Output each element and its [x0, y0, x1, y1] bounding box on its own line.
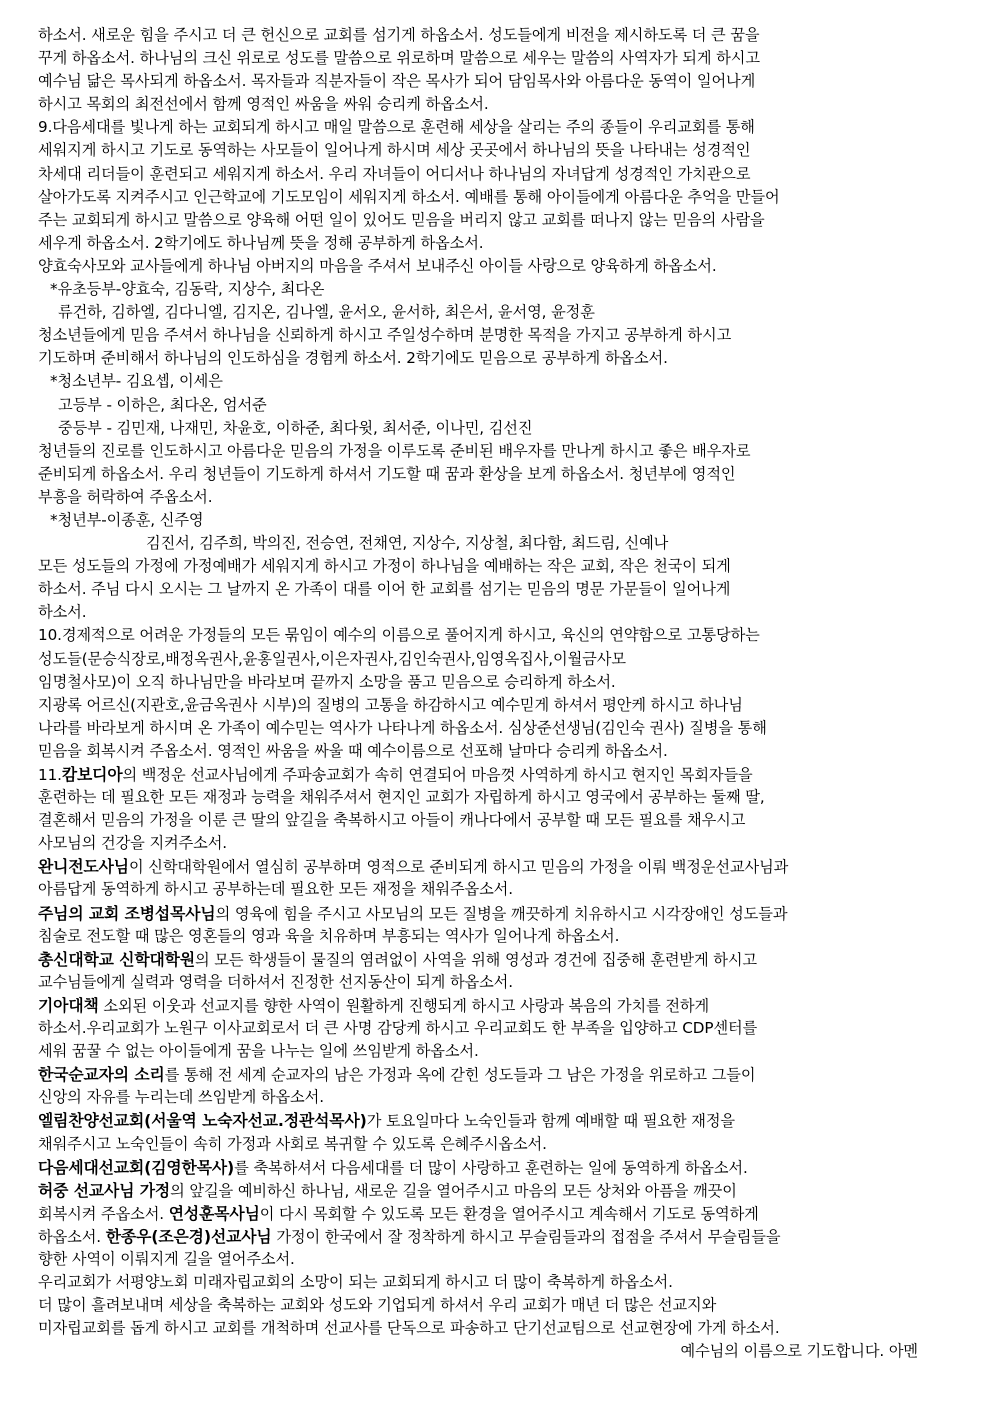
text-segment: 살아가도록 지켜주시고 인근학교에 기도모임이 세워지게 하소서. 예배를 통해 아이들에게 아름다운 추억을 만들어	[38, 187, 780, 206]
text-segment: 하소서. 주님 다시 오시는 그 날까지 온 가족이 대를 이어 한 교회를 섬기는 믿음의 명문 가문들이 일어나게	[38, 580, 731, 599]
text-line	[38, 786, 954, 809]
text-segment: 11.	[38, 766, 62, 784]
text-line	[38, 740, 954, 763]
text-line	[38, 463, 954, 486]
text-line	[38, 278, 954, 301]
text-line	[38, 994, 954, 1017]
text-line	[38, 1202, 954, 1225]
text-segment: 모든 성도들의 가정에 가정예배가 세워지게 하시고 가정이 하나님을 예배하는 작은 교회, 작은 천국이 되게	[38, 557, 731, 576]
text-segment: 를 축복하셔서 다음세대를 더 많이 사랑하고 훈련하는 일에 동역하게 하옵소서.	[234, 1158, 748, 1177]
text-segment: 고등부 - 이하은, 최다온, 엄서준	[58, 395, 267, 414]
text-segment: 미자립교회를 돕게 하시고 교회를 개척하며 선교사를 단독으로 파송하고 단기선교팀으로 선교현장에 가게 하소서.	[38, 1319, 780, 1338]
text-line	[38, 139, 954, 162]
text-line	[38, 301, 954, 324]
text-segment: 믿음을 회복시켜 주옵소서. 영적인 싸움을 싸울 때 예수이름으로 선포해 날마다 승리케 하옵소서.	[38, 741, 668, 760]
text-line	[38, 209, 954, 232]
text-line	[38, 47, 954, 70]
text-segment: 임명철사모)이 오직 하나님만을 바라보며 끝까지 소망을 품고 믿음으로 승리하게 하소서.	[38, 672, 616, 691]
text-line	[38, 324, 954, 347]
text-line	[38, 832, 954, 855]
text-segment: 이 신학대학원에서 열심히 공부하며 영적으로 준비되게 하시고 믿음의 가정을 이뤄 백정운선교사님과	[128, 858, 789, 877]
text-segment: 회복시켜 주옵소서.	[38, 1204, 169, 1223]
bold-text-segment: 주님의 교회 조병섭목사님	[38, 903, 216, 923]
text-segment: 꾸게 하옵소서. 하나님의 크신 위로로 성도를 말씀으로 위로하며 말씀으로 세우는 말씀의 사역자가 되게 하시고	[38, 49, 760, 68]
text-segment: 의 모든 학생들이 물질의 염려없이 사역을 위해 영성과 경건에 집중해 훈련받게 하시고	[195, 950, 757, 969]
bold-text-segment: 한국순교자의 소리	[38, 1065, 165, 1085]
text-segment: 훈련하는 데 필요한 모든 재정과 능력을 채워주셔서 현지인 교회가 자립하게 하시고 영국에서 공부하는 둘째 딸,	[38, 788, 765, 807]
text-line	[38, 24, 954, 47]
text-line	[38, 1156, 954, 1179]
text-line	[38, 1225, 954, 1248]
text-line	[38, 1248, 954, 1271]
text-segment: 하소서. 새로운 힘을 주시고 더 큰 헌신으로 교회를 섬기게 하옵소서. 성도들에게 비전을 제시하도록 더 큰 꿈을	[38, 26, 760, 44]
text-line	[38, 1179, 954, 1202]
text-line	[38, 1271, 954, 1294]
text-line	[38, 1063, 954, 1086]
text-line	[38, 486, 954, 509]
text-line	[38, 1017, 954, 1040]
text-line	[38, 1294, 954, 1317]
text-line	[38, 763, 954, 786]
text-segment: 가 토요일마다 노숙인들과 함께 예배할 때 필요한 재정을	[366, 1112, 735, 1131]
text-segment: 류건하, 김하엘, 김다니엘, 김지온, 김나엘, 윤서오, 윤서하, 최은서, 윤서영, 윤정훈	[58, 303, 595, 322]
text-line	[38, 186, 954, 209]
text-line	[38, 555, 954, 578]
text-line	[38, 902, 954, 925]
text-line	[38, 671, 954, 694]
text-segment: 더 많이 흘려보내며 세상을 축복하는 교회와 성도와 기업되게 하셔서 우리 교회가 매년 더 많은 선교지와	[38, 1296, 717, 1315]
text-line	[38, 1317, 954, 1340]
text-segment: 하시고 목회의 최전선에서 함께 영적인 싸움을 싸워 승리케 하옵소서.	[38, 95, 489, 114]
text-line	[38, 1133, 954, 1156]
text-line	[38, 925, 954, 948]
text-segment: 우리교회가 서평양노회 미래자립교회의 소망이 되는 교회되게 하시고 더 많이 축복하게 하옵소서.	[38, 1273, 673, 1292]
text-segment: 나라를 바라보게 하시며 온 가족이 예수믿는 역사가 나타나게 하옵소서. 심상준선생님(김인숙 권사) 질병을 통해	[38, 718, 767, 737]
bold-text-segment: 한종우(조은경)선교사님	[105, 1226, 272, 1246]
text-line	[38, 509, 954, 532]
text-segment: 준비되게 하옵소서. 우리 청년들이 기도하게 하셔서 기도할 때 꿈과 환상을 보게 하옵소서. 청년부에 영적인	[38, 464, 736, 483]
text-segment: *유초등부-양효숙, 김동락, 지상수, 최다온	[50, 280, 325, 299]
text-segment: 하옵소서.	[38, 1227, 106, 1246]
bold-text-segment: 기아대책	[38, 995, 99, 1015]
text-segment: 9.다음세대를 빛나게 하는 교회되게 하시고 매일 말씀으로 훈련해 세상을 살리는 주의 종들이 우리교회를 통해	[38, 118, 755, 137]
text-segment: 하소서.	[38, 603, 87, 622]
text-segment: 기도하며 준비해서 하나님의 인도하심을 경험케 하소서. 2학기에도 믿음으로 공부하게 하옵소서.	[38, 349, 668, 368]
text-segment: 김진서, 김주희, 박의진, 전승연, 전채연, 지상수, 지상철, 최다함, 최드림, 신예나	[146, 534, 669, 553]
text-segment: 향한 사역이 이뤄지게 길을 열어주소서.	[38, 1249, 295, 1268]
text-line	[38, 601, 954, 624]
bold-text-segment: 허중 선교사님 가정	[38, 1180, 171, 1200]
text-line	[38, 878, 954, 901]
text-line	[38, 1040, 954, 1063]
text-segment: 의 앞길을 예비하신 하나님, 새로운 길을 열어주시고 마음의 모든 상처와 아픔을 깨끗이	[170, 1181, 737, 1200]
text-line	[38, 648, 954, 671]
text-segment: 소외된 이웃과 선교지를 향한 사역이 원활하게 진행되게 하시고 사랑과 복음의 가치를 전하게	[98, 996, 710, 1015]
text-line	[38, 70, 954, 93]
bold-text-segment: 캄보디아	[61, 765, 123, 784]
bold-text-segment: 총신대학교 신학대학원	[38, 949, 195, 969]
text-segment: 청년들의 진로를 인도하시고 아름다운 믿음의 가정을 이루도록 준비된 배우자를 만나게 하시고 좋은 배우자로	[38, 441, 751, 460]
text-segment: 예수님 닮은 목사되게 하옵소서. 목자들과 직분자들이 작은 목사가 되어 담임목사와 아름다운 동역이 일어나게	[38, 72, 756, 91]
text-segment: 주는 교회되게 하시고 말씀으로 양육해 어떤 일이 있어도 믿음을 버리지 않고 교회를 떠나지 않는 믿음의 사람을	[38, 210, 765, 229]
text-line	[38, 1109, 954, 1132]
text-line	[38, 163, 954, 186]
text-line	[38, 116, 954, 139]
text-line	[38, 971, 954, 994]
text-segment: 의 백정운 선교사님에게 주파송교회가 속히 연결되어 마음껏 사역하게 하시고 현지인 목회자들을	[122, 766, 753, 784]
text-segment: 교수님들에게 실력과 영력을 더하셔서 진정한 선지동산이 되게 하옵소서.	[38, 972, 513, 991]
text-segment: 채워주시고 노숙인들이 속히 가정과 사회로 복귀할 수 있도록 은혜주시옵소서.	[38, 1134, 547, 1153]
text-line	[38, 717, 954, 740]
text-line	[38, 694, 954, 717]
text-segment: 10.경제적으로 어려운 가정들의 모든 묶임이 예수의 이름으로 풀어지게 하시고, 육신의 연약함으로 고통당하는	[38, 626, 760, 645]
text-segment: 부흥을 허락하여 주옵소서.	[38, 487, 213, 506]
text-segment: 지광록 어르신(지관호,윤금옥권사 시부)의 질병의 고통을 하감하시고 예수믿게 하셔서 평안케 하시고 하나님	[38, 695, 743, 714]
text-segment: 하소서.우리교회가 노원구 이사교회로서 더 큰 사명 감당케 하시고 우리교회도 한 부족을 입양하고 CDP센터를	[38, 1019, 758, 1038]
text-segment: 의 영육에 힘을 주시고 사모님의 모든 질병을 깨끗하게 치유하시고 시각장애인 성도들과	[215, 904, 788, 923]
text-line	[38, 578, 954, 601]
text-segment: 차세대 리더들이 훈련되고 세워지게 하소서. 우리 자녀들이 어디서나 하나님의 자녀답게 성경적인 가치관으로	[38, 164, 751, 183]
text-segment: *청년부-이종훈, 신주영	[50, 510, 204, 529]
text-line	[38, 417, 954, 440]
text-line	[38, 394, 954, 417]
text-line	[38, 809, 954, 832]
text-line	[38, 855, 954, 878]
text-line	[38, 440, 954, 463]
text-segment: 양효숙사모와 교사들에게 하나님 아버지의 마음을 주셔서 보내주신 아이들 사랑으로 양육하게 하옵소서.	[38, 256, 717, 275]
bold-text-segment: 연성훈목사님	[168, 1203, 260, 1223]
text-segment: 신앙의 자유를 누리는데 쓰임받게 하옵소서.	[38, 1088, 324, 1107]
text-line	[38, 532, 954, 555]
text-segment: 세우게 하옵소서. 2학기에도 하나님께 뜻을 정해 공부하게 하옵소서.	[38, 233, 484, 252]
text-line	[38, 624, 954, 647]
text-line	[38, 1340, 954, 1363]
bold-text-segment: 다음세대선교회(김영한목사)	[38, 1157, 235, 1177]
text-line	[38, 948, 954, 971]
text-line	[38, 93, 954, 116]
text-line	[38, 1086, 954, 1109]
text-segment: 세워 꿈꿀 수 없는 아이들에게 꿈을 나누는 일에 쓰임받게 하옵소서.	[38, 1042, 479, 1061]
text-segment: 이 다시 목회할 수 있도록 모든 환경을 열어주시고 계속해서 기도로 동역하게	[259, 1204, 759, 1223]
bold-text-segment: 엘림찬양선교회(서울역 노숙자선교.정관석목사)	[38, 1111, 367, 1131]
text-segment: 결혼해서 믿음의 가정을 이룬 큰 딸의 앞길을 축복하시고 아들이 캐나다에서 공부할 때 모든 필요를 채우시고	[38, 811, 746, 830]
text-line	[38, 232, 954, 255]
text-line	[38, 255, 954, 278]
text-segment: 성도들(문승식장로,배정옥권사,윤홍일권사,이은자권사,김인숙권사,임영옥집사,이월금사모	[38, 649, 626, 668]
text-segment: 사모님의 건강을 지켜주소서.	[38, 834, 228, 853]
text-line	[38, 347, 954, 370]
text-segment: 를 통해 전 세계 순교자의 남은 가정과 옥에 갇힌 성도들과 그 남은 가정을 위로하고 그들이	[164, 1066, 756, 1085]
bold-text-segment: 완니전도사님	[38, 857, 129, 877]
text-segment: 아름답게 동역하게 하시고 공부하는데 필요한 모든 재정을 채워주옵소서.	[38, 880, 513, 899]
text-segment: 침술로 전도할 때 많은 영혼들의 영과 육을 치유하며 부흥되는 역사가 일어나게 하옵소서.	[38, 926, 620, 945]
text-segment: 가정이 한국에서 잘 정착하게 하시고 무슬림들과의 접점을 주셔서 무슬림들을	[271, 1227, 781, 1246]
text-segment: *청소년부- 김요셉, 이세은	[50, 372, 223, 391]
text-segment: 중등부 - 김민재, 나재민, 차윤호, 이하준, 최다윗, 최서준, 이나민, 김선진	[58, 418, 533, 437]
text-segment: 세워지게 하시고 기도로 동역하는 사모들이 일어나게 하시며 세상 곳곳에서 하나님의 뜻을 나타내는 성경적인	[38, 141, 751, 160]
text-segment: 청소년들에게 믿음 주셔서 하나님을 신뢰하게 하시고 주일성수하며 분명한 목적을 가지고 공부하게 하시고	[38, 326, 732, 345]
text-line	[38, 370, 954, 393]
text-segment: 예수님의 이름으로 기도합니다. 아멘	[680, 1342, 918, 1361]
